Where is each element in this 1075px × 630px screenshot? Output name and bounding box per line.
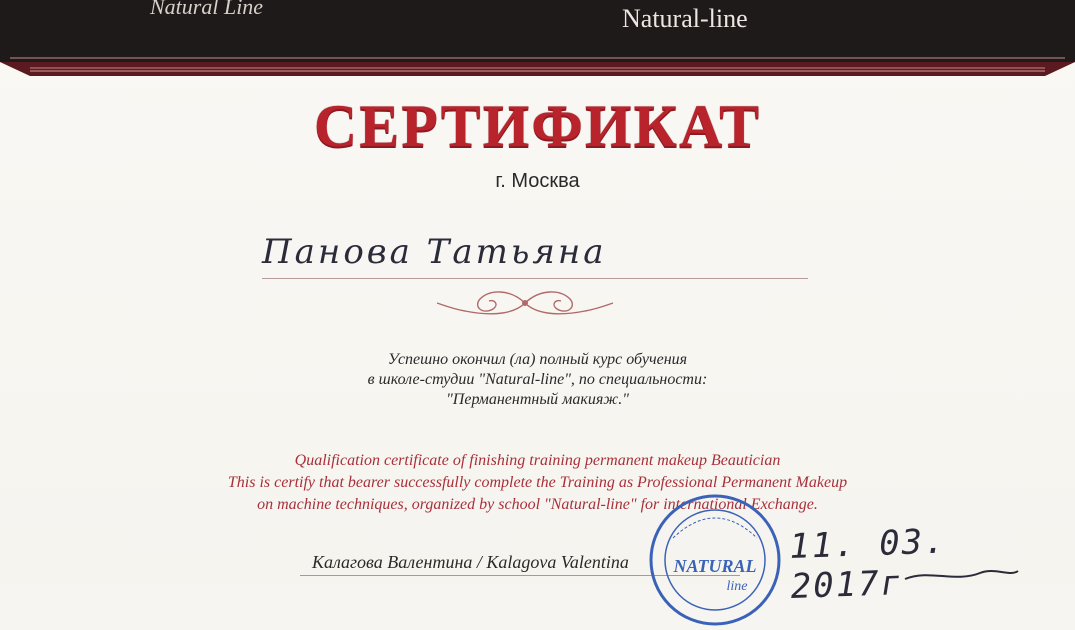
recipient-name: Панова Татьяна xyxy=(262,232,607,272)
brand-logo-left: Natural Line xyxy=(150,0,264,19)
brand-name-right: Natural-line xyxy=(622,4,748,33)
issue-date: 11. 03. 2017г xyxy=(788,521,948,607)
banner-ornament-edge xyxy=(0,42,1075,82)
en-line-3: on machine techniques, organized by school "Natural-line" for international Exchange. xyxy=(257,496,818,513)
certificate-title: СЕРТИФИКАТ xyxy=(313,93,762,159)
ru-line-2: в школе-студии "Natural-line", по специальности: xyxy=(367,371,708,388)
en-line-1: Qualification certificate of finishing training permanent makeup Beautician xyxy=(294,452,781,469)
name-underline xyxy=(262,278,808,279)
en-line-2: This is certify that bearer successfully complete the Training as Professional Permanent Makeup xyxy=(227,474,848,491)
signer-name: Калагова Валентина / Kalagova Valentina xyxy=(312,552,629,572)
svg-text:line: line xyxy=(726,579,748,594)
svg-text:NATURAL: NATURAL xyxy=(673,556,757,576)
city-label: г. Москва xyxy=(495,170,580,192)
school-stamp xyxy=(645,490,785,630)
ru-line-1: Успешно окончил (ла) полный курс обучения xyxy=(387,351,688,368)
ru-line-3: "Перманентный макияж." xyxy=(446,391,629,408)
flourish-ornament xyxy=(435,285,615,321)
russian-course-text xyxy=(0,350,1075,410)
english-course-text xyxy=(0,450,1075,516)
signature-scribble xyxy=(900,567,1020,585)
